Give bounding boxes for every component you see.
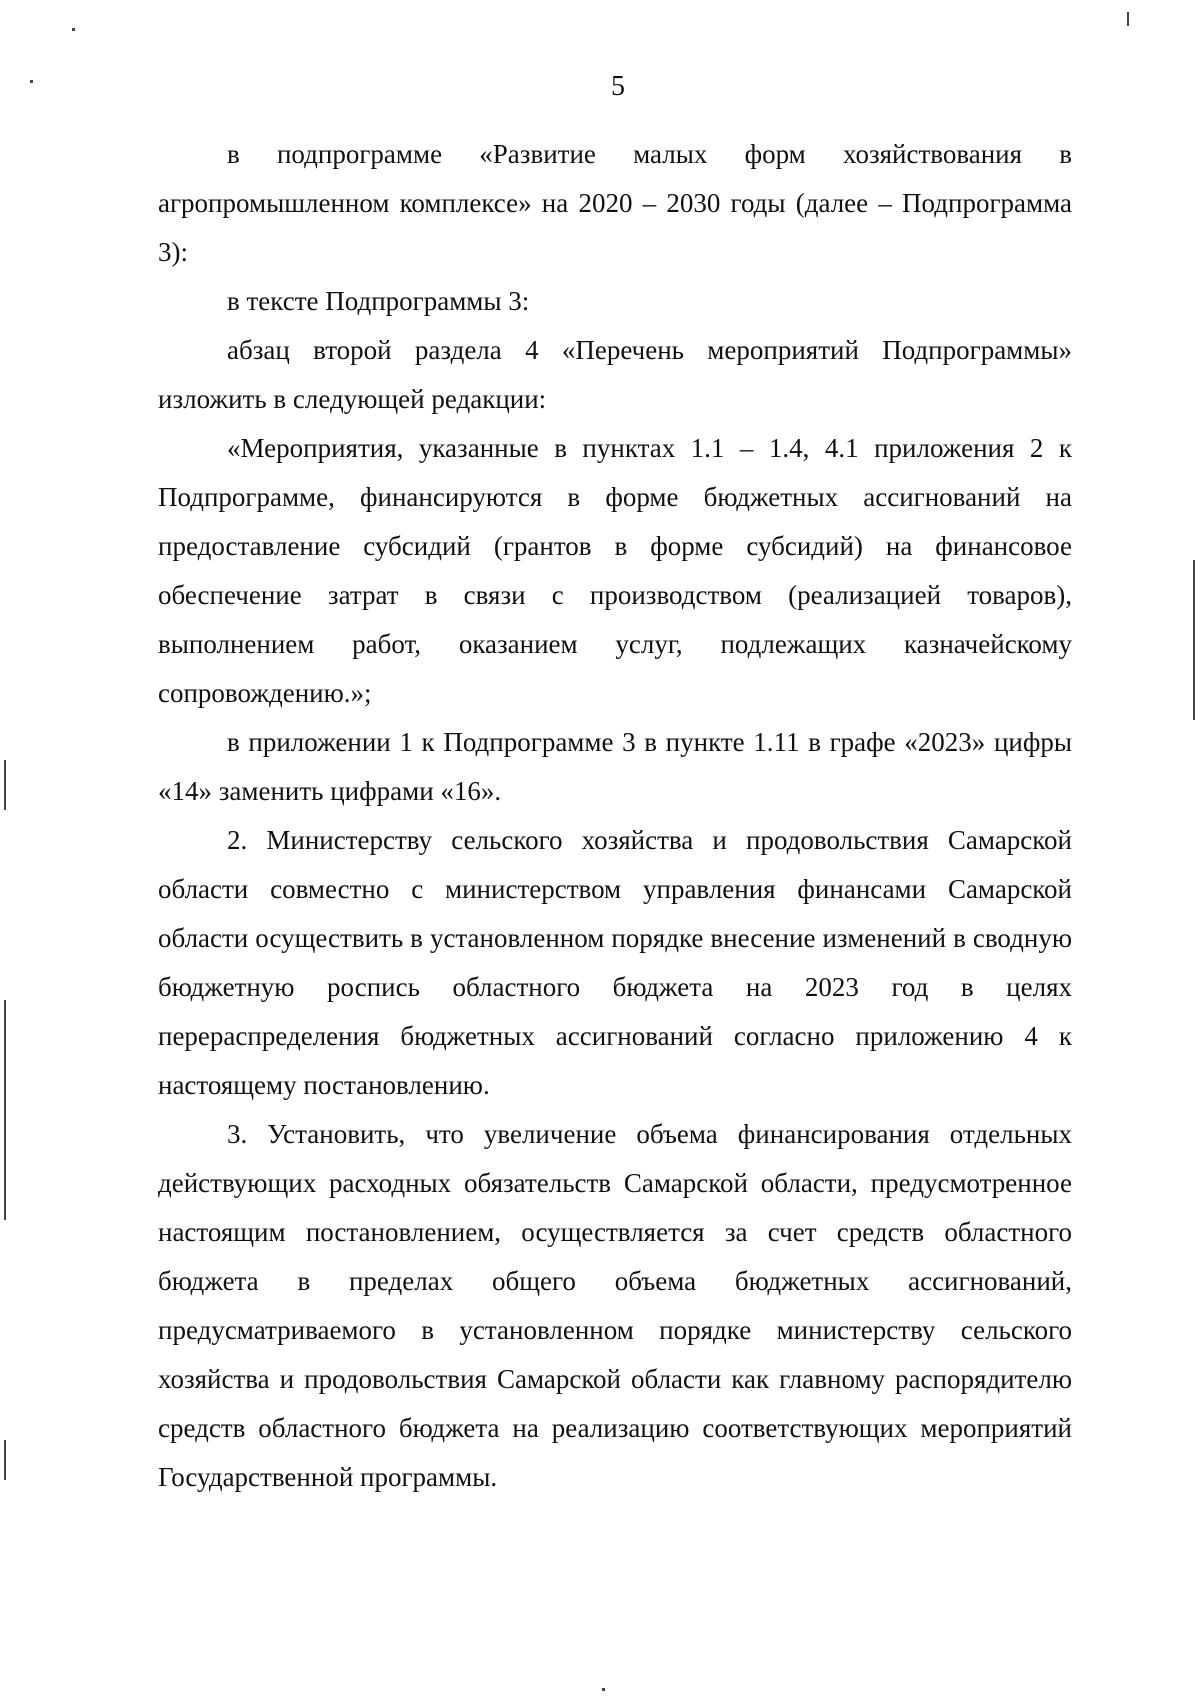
scan-edge-line — [1193, 560, 1195, 720]
scan-edge-line — [4, 760, 6, 810]
scan-dot — [72, 28, 75, 31]
paragraph-quoted-amendment: «Мероприятия, указанные в пунктах 1.1 – 1.4, 4.1 приложения 2 к Подпрограмме, финансируются в форме бюджетных ассигнований на предоставление субсидий (грантов в форме субсидий) на финансовое обеспечение затрат в связи с производством (реализацией товаров), выполнением работ, оказанием услуг, подлежащих казначейскому сопровождению.»; — [158, 433, 1072, 708]
paragraph-subprogram-3: в подпрограмме «Развитие малых форм хозяйствования в агропромышленном комплексе» на 2020 – 2030 годы (далее – Подпрограмма 3): — [158, 139, 1072, 267]
paragraph-item-2: 2. Министерству сельского хозяйства и продовольствия Самарской области совместно с министерством управления финансами Самарской области осуществить в установленном порядке внесение изменений в сводную бюджетную роспись областного бюджета на 2023 год в целях перераспределения бюджетных ассигнований согласно приложению 4 к настоящему постановлению. — [158, 825, 1072, 1100]
paragraph-section-4-amendment: абзац второй раздела 4 «Перечень мероприятий Подпрограммы» изложить в следующей редакции: — [158, 335, 1072, 414]
paragraph-subprogram-text: в тексте Подпрограммы 3: — [227, 286, 530, 316]
page-number: 5 — [611, 71, 625, 102]
paragraph-item-3: 3. Установить, что увеличение объема финансирования отдельных действующих расходных обязательств Самарской области, предусмотренное настоящим постановлением, осуществляется за счет средств областного бюджета в пределах общего объема бюджетных ассигнований, предусматриваемого в установленном порядке министерству сельского хозяйства и продовольствия Самарской области как главному распорядителю средств областного бюджета на реализацию соответствующих мероприятий Государственной программы. — [158, 1119, 1072, 1492]
scan-dot — [30, 80, 33, 83]
scan-edge-line — [4, 1000, 6, 1220]
document-body — [158, 130, 1072, 1502]
scan-edge-line — [1127, 12, 1129, 26]
scan-dot — [602, 1688, 605, 1691]
scan-edge-line — [4, 1440, 6, 1480]
paragraph-appendix-1-change: в приложении 1 к Подпрограмме 3 в пункте 1.11 в графе «2023» цифры «14» заменить цифрами «16». — [158, 727, 1072, 806]
